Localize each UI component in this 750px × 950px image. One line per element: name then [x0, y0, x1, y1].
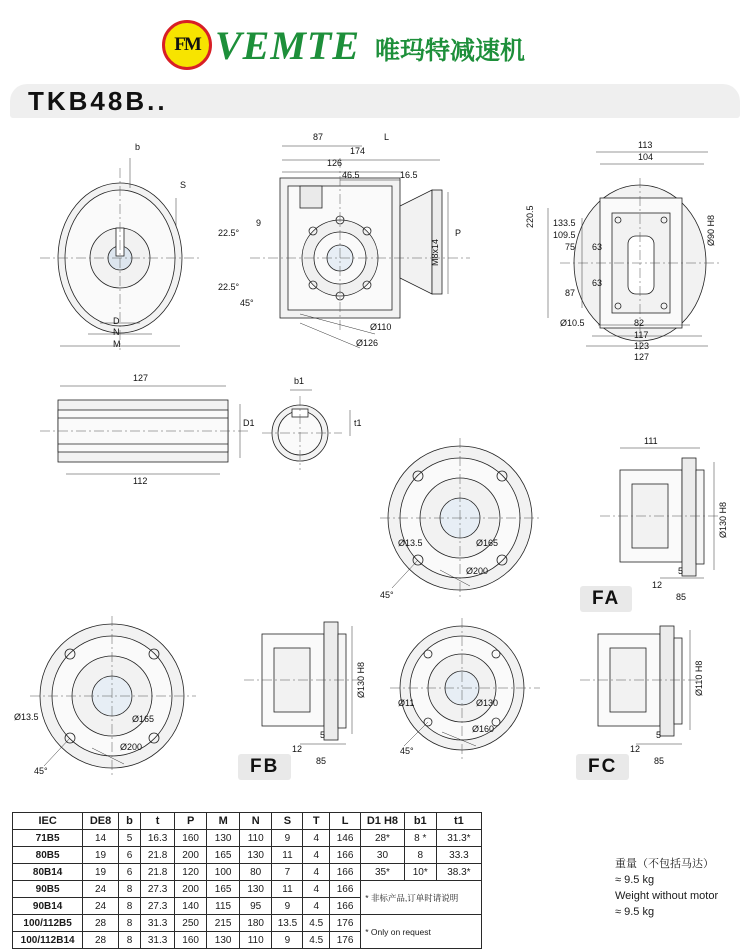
dim-label-126: 126	[327, 158, 343, 168]
cell-d1: 30	[361, 847, 404, 864]
dim-label-d: D	[113, 316, 120, 326]
cell-s: 11	[272, 847, 303, 864]
dim-label-9: 9	[256, 218, 262, 228]
cell-d1: 28*	[361, 830, 404, 847]
dim-label-fa-85: 85	[676, 592, 687, 602]
cell-iec: 90B14	[13, 898, 83, 915]
dim-label-fb-d200: Ø200	[120, 742, 143, 752]
dim-label-63-a: 63	[592, 242, 603, 252]
col-p: P	[174, 813, 207, 830]
dim-label-fc-d11: Ø11	[398, 698, 415, 708]
dim-label-fa-111: 111	[644, 436, 658, 446]
cell-b1: 8	[404, 847, 436, 864]
cell-s: 9	[272, 830, 303, 847]
dim-label-d110: Ø110	[370, 322, 392, 332]
dim-label-123: 123	[634, 341, 650, 351]
dim-label-fb-12: 12	[292, 744, 303, 754]
cell-t: 21.8	[141, 864, 175, 881]
weight-line-cn: 重量（不包括马达）	[615, 858, 714, 870]
dim-label-b: b	[135, 142, 141, 152]
drawing-fc-flange	[390, 618, 540, 762]
cell-l: 166	[329, 847, 360, 864]
cell-l: 146	[329, 830, 360, 847]
cell-tcap: 4	[303, 881, 329, 898]
dim-label-16-5: 16.5	[400, 170, 418, 180]
dim-label-d90h8: Ø90 H8	[706, 214, 716, 246]
cell-de8: 19	[83, 864, 119, 881]
cell-n: 110	[239, 932, 272, 949]
dim-label-133-5: 133.5	[553, 218, 576, 228]
cell-n: 95	[239, 898, 272, 915]
dim-label-fc-12: 12	[630, 744, 641, 754]
cell-s: 13.5	[272, 915, 303, 932]
dim-label-fb-d130h8: Ø130 H8	[356, 661, 366, 698]
dim-label-d10-5: Ø10.5	[560, 318, 585, 328]
cell-b: 8	[118, 915, 141, 932]
col-t: t	[141, 813, 175, 830]
dim-label-fc-5: 5	[656, 730, 662, 740]
col-d1h8: D1 H8	[361, 813, 404, 830]
cell-de8: 24	[83, 881, 119, 898]
cell-s: 7	[272, 864, 303, 881]
dim-label-m8x14: M8x14	[430, 238, 440, 266]
cell-d1: 35*	[361, 864, 404, 881]
cell-b: 8	[118, 932, 141, 949]
cell-p: 200	[174, 881, 207, 898]
dim-label-n: N	[113, 327, 120, 337]
cell-t1: 33.3	[436, 847, 481, 864]
cell-t1: 38.3*	[436, 864, 481, 881]
dim-label-82: 82	[634, 318, 645, 328]
col-m: M	[207, 813, 240, 830]
cell-p: 160	[174, 932, 207, 949]
cell-t: 21.8	[141, 847, 175, 864]
cell-tcap: 4	[303, 864, 329, 881]
dim-label-fc-45: 45°	[400, 746, 414, 756]
drawing-fb-flange	[30, 616, 196, 778]
drawings-svg	[0, 118, 750, 808]
cell-de8: 28	[83, 932, 119, 949]
cell-m: 115	[207, 898, 240, 915]
col-b1: b1	[404, 813, 436, 830]
weight-line-en: Weight without motor	[615, 890, 719, 902]
cell-t: 27.3	[141, 881, 175, 898]
cell-de8: 19	[83, 847, 119, 864]
page-header	[0, 0, 750, 78]
dim-label-fa-45: 45°	[380, 590, 394, 600]
table-note-cn: * 非标产品,订单时请说明	[361, 881, 482, 915]
cell-m: 215	[207, 915, 240, 932]
table-row	[13, 830, 482, 847]
cell-de8: 28	[83, 915, 119, 932]
dim-label-109-5: 109.5	[553, 230, 576, 240]
col-de8: DE8	[83, 813, 119, 830]
table-row	[13, 915, 482, 932]
cell-tcap: 4	[303, 898, 329, 915]
dim-label-174: 174	[350, 146, 366, 156]
dim-label-m: M	[113, 339, 121, 349]
technical-drawings	[0, 118, 750, 808]
cell-tcap: 4	[303, 847, 329, 864]
cell-m: 130	[207, 830, 240, 847]
dim-label-fc-85: 85	[654, 756, 665, 766]
dim-label-fb-85: 85	[316, 756, 327, 766]
col-b: b	[118, 813, 141, 830]
dim-label-87: 87	[313, 132, 324, 142]
table-row	[13, 864, 482, 881]
cell-tcap: 4	[303, 830, 329, 847]
cell-b: 6	[118, 864, 141, 881]
cell-iec: 80B5	[13, 847, 83, 864]
dim-label-112: 112	[133, 476, 148, 486]
table-note-en: * Only on request	[361, 915, 482, 949]
cell-t: 27.3	[141, 898, 175, 915]
drawing-fa-flange	[380, 438, 540, 598]
cell-de8: 24	[83, 898, 119, 915]
weight-note	[615, 856, 718, 920]
cell-s: 9	[272, 932, 303, 949]
table-row	[13, 881, 482, 898]
view-tag-fa: FA	[580, 586, 632, 612]
cell-l: 166	[329, 881, 360, 898]
dim-label-fb-5: 5	[320, 730, 326, 740]
drawing-front-left	[40, 158, 200, 350]
cell-iec: 80B14	[13, 864, 83, 881]
col-l: L	[329, 813, 360, 830]
cell-n: 130	[239, 881, 272, 898]
cell-p: 160	[174, 830, 207, 847]
dim-label-117: 117	[634, 330, 649, 340]
cell-m: 165	[207, 881, 240, 898]
page-title: TKB48B..	[28, 86, 168, 116]
dim-label-127: 127	[133, 373, 149, 383]
cell-b: 8	[118, 881, 141, 898]
table-header-row	[13, 813, 482, 830]
cell-iec: 71B5	[13, 830, 83, 847]
dim-label-fa-d13-5: Ø13.5	[398, 538, 423, 548]
drawing-key-endview	[262, 390, 350, 470]
cell-tcap: 4.5	[303, 915, 329, 932]
cell-b: 6	[118, 847, 141, 864]
cell-m: 100	[207, 864, 240, 881]
cell-tcap: 4.5	[303, 932, 329, 949]
cell-n: 180	[239, 915, 272, 932]
dim-label-22-5-b: 22.5°	[218, 282, 240, 292]
cell-n: 80	[239, 864, 272, 881]
cell-l: 166	[329, 864, 360, 881]
dim-label-L: L	[384, 132, 390, 142]
dim-label-d126: Ø126	[356, 338, 379, 348]
dim-label-fc-d110h8: Ø110 H8	[694, 660, 704, 696]
dim-label-fa-5: 5	[678, 566, 684, 576]
cell-iec: 100/112B14	[13, 932, 83, 949]
dim-label-D1: D1	[243, 418, 255, 428]
col-t-cap: T	[303, 813, 329, 830]
cell-m: 130	[207, 932, 240, 949]
cell-l: 166	[329, 898, 360, 915]
dim-label-22-5-a: 22.5°	[218, 228, 240, 238]
cell-p: 120	[174, 864, 207, 881]
dim-label-s: S	[180, 180, 187, 190]
cell-s: 9	[272, 898, 303, 915]
dim-label-t1: t1	[354, 418, 362, 428]
col-t1: t1	[436, 813, 481, 830]
cell-iec: 100/112B5	[13, 915, 83, 932]
col-n: N	[239, 813, 272, 830]
table-row	[13, 847, 482, 864]
dim-label-fb-d165: Ø165	[132, 714, 155, 724]
dim-label-63-b: 63	[592, 278, 603, 288]
drawing-fa-side	[600, 448, 720, 578]
cell-iec: 90B5	[13, 881, 83, 898]
dim-label-45deg: 45°	[240, 298, 254, 308]
cell-p: 140	[174, 898, 207, 915]
brand-name-chinese: 唯玛特减速机	[375, 36, 526, 65]
dim-label-75: 75	[565, 242, 576, 252]
cell-n: 130	[239, 847, 272, 864]
cell-t: 16.3	[141, 830, 175, 847]
col-iec: IEC	[13, 813, 83, 830]
cell-t: 31.3	[141, 932, 175, 949]
dim-label-87r: 87	[565, 288, 576, 298]
cell-p: 200	[174, 847, 207, 864]
view-tag-fb: FB	[238, 754, 291, 780]
cell-m: 165	[207, 847, 240, 864]
cell-b: 8	[118, 898, 141, 915]
dim-label-fa-d200: Ø200	[466, 566, 489, 576]
dim-label-b1: b1	[294, 376, 305, 386]
drawing-fb-side	[244, 622, 360, 744]
cell-de8: 14	[83, 830, 119, 847]
dim-label-fc-d130: Ø130	[476, 698, 499, 708]
cell-l: 176	[329, 915, 360, 932]
dim-label-fa-d165: Ø165	[476, 538, 499, 548]
dim-label-113: 113	[638, 140, 653, 150]
fm-circle-logo-icon: FM	[162, 20, 212, 70]
cell-t: 31.3	[141, 915, 175, 932]
dim-label-P: P	[455, 228, 462, 238]
dim-label-127r: 127	[634, 352, 650, 362]
dim-label-46-5: 46.5	[342, 170, 360, 180]
dim-label-fb-d13-5: Ø13.5	[14, 712, 39, 722]
cell-l: 176	[329, 932, 360, 949]
dim-label-104: 104	[638, 152, 654, 162]
weight-value-en: ≈ 9.5 kg	[615, 906, 655, 918]
drawing-shaft-section	[40, 386, 248, 474]
cell-s: 11	[272, 881, 303, 898]
dimension-table	[12, 812, 482, 949]
dim-label-fb-45: 45°	[34, 766, 48, 776]
dim-label-fa-d130h8: Ø130 H8	[718, 501, 728, 538]
cell-t1: 31.3*	[436, 830, 481, 847]
cell-b: 5	[118, 830, 141, 847]
view-tag-fc: FC	[576, 754, 629, 780]
brand-name: VEMTE	[215, 23, 361, 68]
weight-value-cn: ≈ 9.5 kg	[615, 874, 655, 886]
dim-label-220-5: 220.5	[525, 205, 535, 228]
cell-n: 110	[239, 830, 272, 847]
dim-label-fa-12: 12	[652, 580, 663, 590]
cell-p: 250	[174, 915, 207, 932]
dim-label-fc-d160: Ø160	[472, 724, 495, 734]
drawing-fc-side	[580, 626, 700, 744]
cell-b1: 8 *	[404, 830, 436, 847]
col-s: S	[272, 813, 303, 830]
cell-b1: 10*	[404, 864, 436, 881]
